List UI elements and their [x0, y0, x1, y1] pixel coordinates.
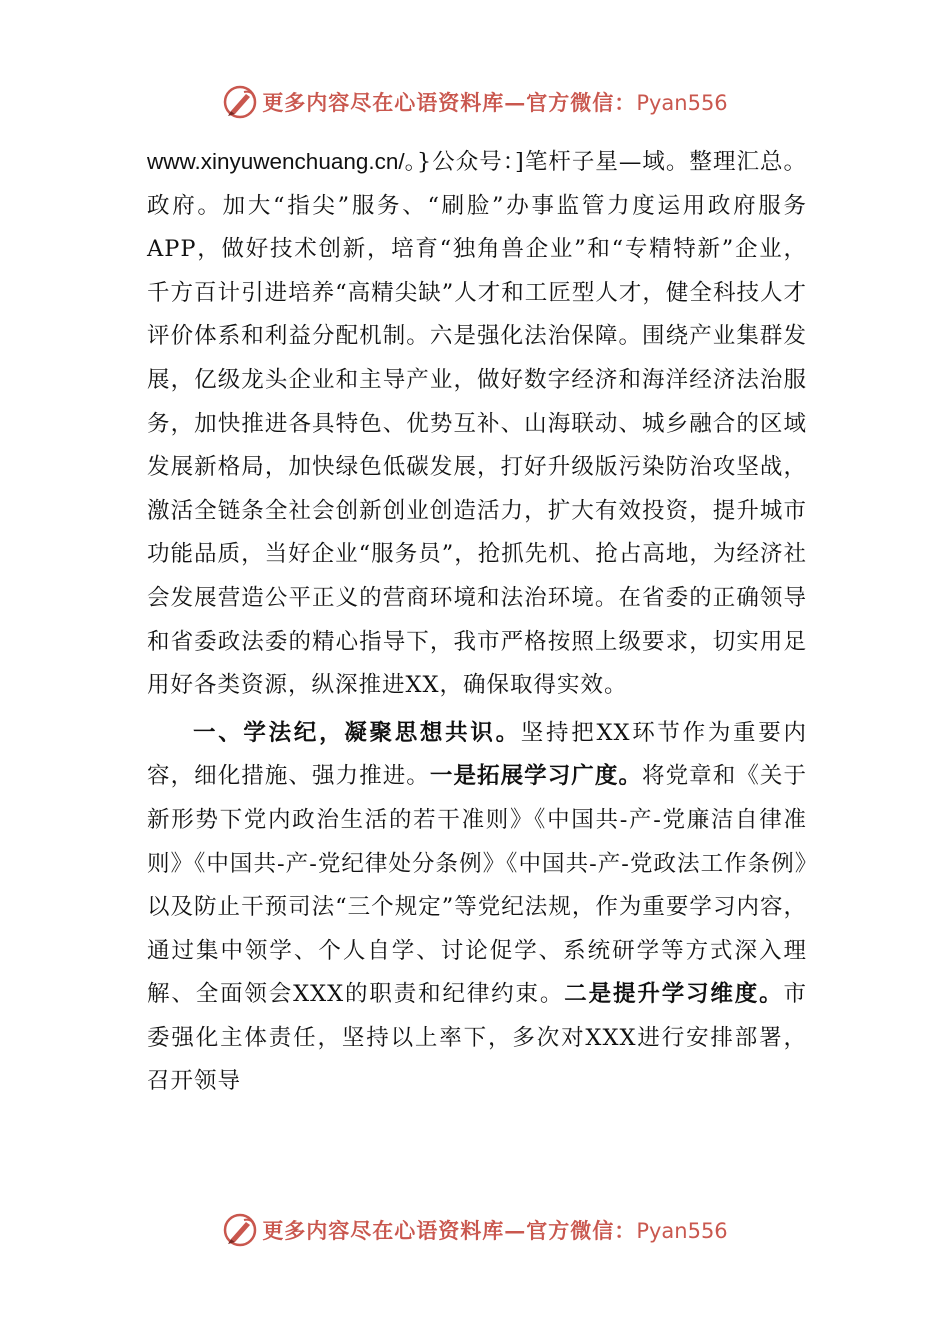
paragraph-2-text-3: 市委强化主体责任，坚持以上率下，多次对XXX进行安排部署，召开领导	[147, 981, 807, 1095]
pen-logo-icon	[222, 1212, 258, 1248]
header-watermark-banner	[0, 80, 950, 124]
banner-cn-text: 更多内容尽在心语资料库—官方微信：	[262, 1218, 637, 1243]
banner-wechat-id: Pyan556	[636, 1219, 728, 1243]
paragraph-1	[147, 140, 807, 708]
banner-title	[262, 87, 727, 117]
document-body	[147, 140, 807, 1104]
banner-cn-text: 更多内容尽在心语资料库—官方微信：	[262, 90, 637, 115]
paragraph-2	[147, 712, 807, 1104]
footer-watermark-banner	[0, 1208, 950, 1252]
paragraph-2-text-1: 坚持把XX环节作为重要内容，细化措施、强力推进。	[147, 719, 807, 790]
banner-title	[262, 1215, 727, 1245]
subheading-1: 一是拓展学习广度。	[429, 763, 643, 790]
website-url: www.xinyuwenchuang.cn/	[147, 149, 405, 174]
subheading-2: 二是提升学习维度。	[564, 981, 784, 1008]
paragraph-1-text: 。}公众号：]笔杆子星—域。整理汇总。政府。加大“指尖”服务、“刷脸”办事监管力度运用政府服务APP，做好技术创新，培育“独角兽企业”和“专精特新”企业，千方百计引进培养“高精尖缺”人才和工匠型人才，健全科技人才评价体系和利益分配机制。六是强化法治保障。围绕产业集群发展，亿级龙头企业和主导产业，做好数字经济和海洋经济法治服务，加快推进各具特色、优势互补、山海联动、城乡融合的区域发展新格局，加快绿色低碳发展，打好升级版污染防治攻坚战，激活全链条全社会创新创业创造活力，扩大有效投资，提升城市功能品质，当好企业“服务员”，抢抓先机、抢占高地，为经济社会发展营造公平正义的营商环境和法治环境。在省委的正确领导和省委政法委的精心指导下，我市严格按照上级要求，切实用足用好各类资源，纵深推进XX，确保取得实效。	[147, 149, 807, 699]
pen-logo-icon	[222, 84, 258, 120]
paragraph-2-text-2: 将党章和《关于新形势下党内政治生活的若干准则》《中国共-产-党廉洁自律准则》《中国共-产-党纪律处分条例》《中国共-产-党政法工作条例》以及防止干预司法“三个规定”等党纪法规，作为重要学习内容，通过集中领学、个人自学、讨论促学、系统研学等方式深入理解、全面领会XXX的职责和纪律约束。	[147, 763, 807, 1008]
section-heading: 一、学法纪，凝聚思想共识。	[193, 719, 521, 746]
banner-wechat-id: Pyan556	[636, 91, 728, 115]
